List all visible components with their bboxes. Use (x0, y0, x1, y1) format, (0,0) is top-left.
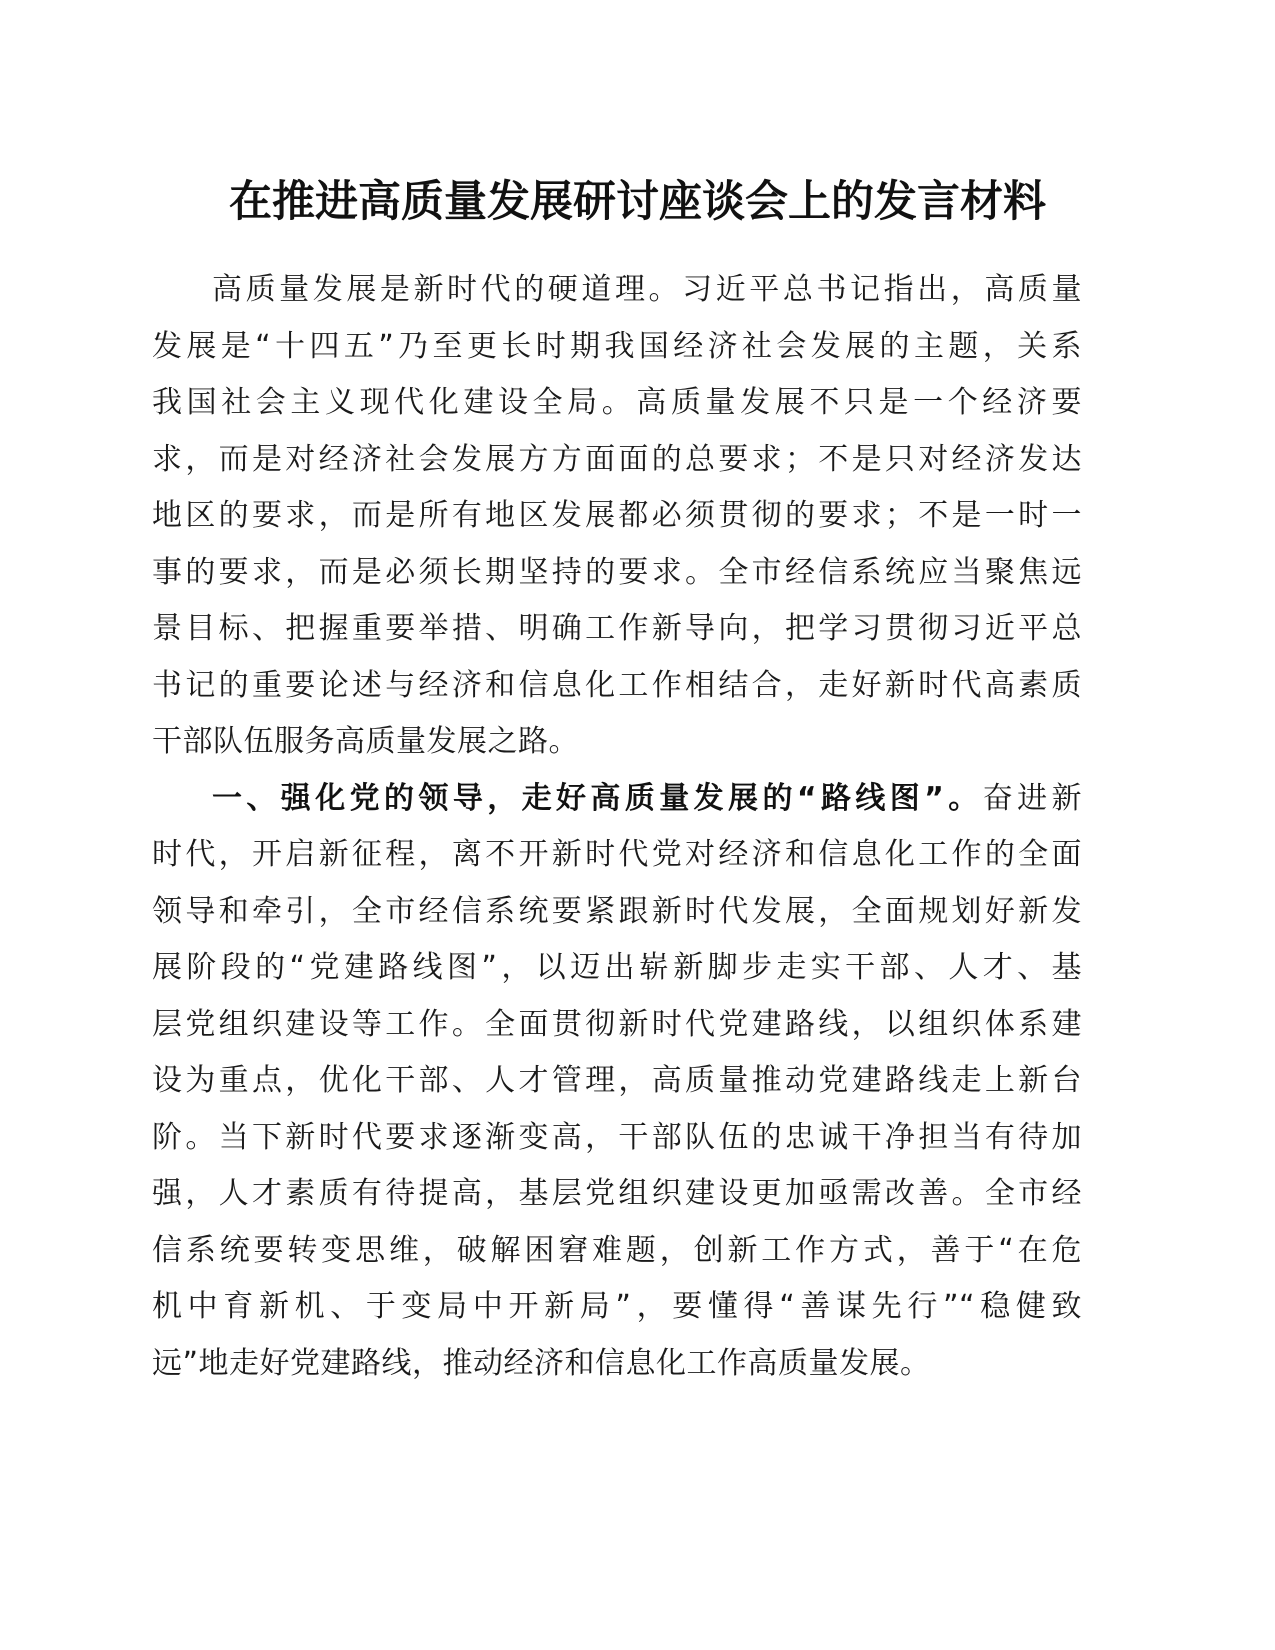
paragraph-line: 信系统要转变思维，破解困窘难题，创新工作方式，善于“在危 (152, 1232, 1082, 1268)
paragraph-line: 阶。当下新时代要求逐渐变高，干部队伍的忠诚干净担当有待加 (152, 1119, 1082, 1155)
paragraph-line: 发展是“十四五”乃至更长时期我国经济社会发展的主题，关系 (152, 328, 1082, 364)
section-heading: 一、强化党的领导，走好高质量发展的“路线图”。 (212, 780, 983, 816)
paragraph-line: 远”地走好党建路线，推动经济和信息化工作高质量发展。 (152, 1345, 931, 1381)
paragraph-line: 干部队伍服务高质量发展之路。 (152, 724, 579, 759)
document-body (152, 262, 1082, 1392)
paragraph-line: 层党组织建设等工作。全面贯彻新时代党建路线，以组织体系建 (152, 1006, 1082, 1042)
paragraph-line: 设为重点，优化干部、人才管理，高质量推动党建路线走上新台 (152, 1063, 1082, 1098)
paragraph-line: 景目标、把握重要举措、明确工作新导向，把学习贯彻习近平总 (152, 611, 1082, 646)
paragraph-line: 强，人才素质有待提高，基层党组织建设更加亟需改善。全市经 (152, 1176, 1082, 1211)
paragraph-line: 机中育新机、于变局中开新局”，要懂得“善谋先行”“稳健致 (152, 1289, 1082, 1324)
paragraph-line: 求，而是对经济社会发展方方面面的总要求；不是只对经济发达 (152, 441, 1082, 477)
paragraph-line: 时代，开启新征程，离不开新时代党对经济和信息化工作的全面 (152, 837, 1082, 872)
paragraph-intro (152, 262, 1082, 771)
paragraph-line: 事的要求，而是必须长期坚持的要求。全市经信系统应当聚焦远 (152, 554, 1082, 590)
section-heading-continuation: 奋进新 (982, 780, 1083, 816)
paragraph-line: 地区的要求，而是所有地区发展都必须贯彻的要求；不是一时一 (152, 498, 1082, 533)
paragraph-line: 领导和牵引，全市经信系统要紧跟新时代发展，全面规划好新发 (152, 893, 1082, 929)
paragraph-line: 高质量发展是新时代的硬道理。习近平总书记指出，高质量 (212, 272, 1082, 307)
document-title: 在推进高质量发展研讨座谈会上的发言材料 (229, 177, 1046, 227)
paragraph-line: 展阶段的“党建路线图”，以迈出崭新脚步走实干部、人才、基 (152, 950, 1082, 985)
section-one (152, 771, 1082, 1393)
paragraph-line: 书记的重要论述与经济和信息化工作相结合，走好新时代高素质 (152, 667, 1082, 703)
section-first-line (152, 771, 1082, 828)
paragraph-line: 我国社会主义现代化建设全局。高质量发展不只是一个经济要 (152, 385, 1082, 420)
